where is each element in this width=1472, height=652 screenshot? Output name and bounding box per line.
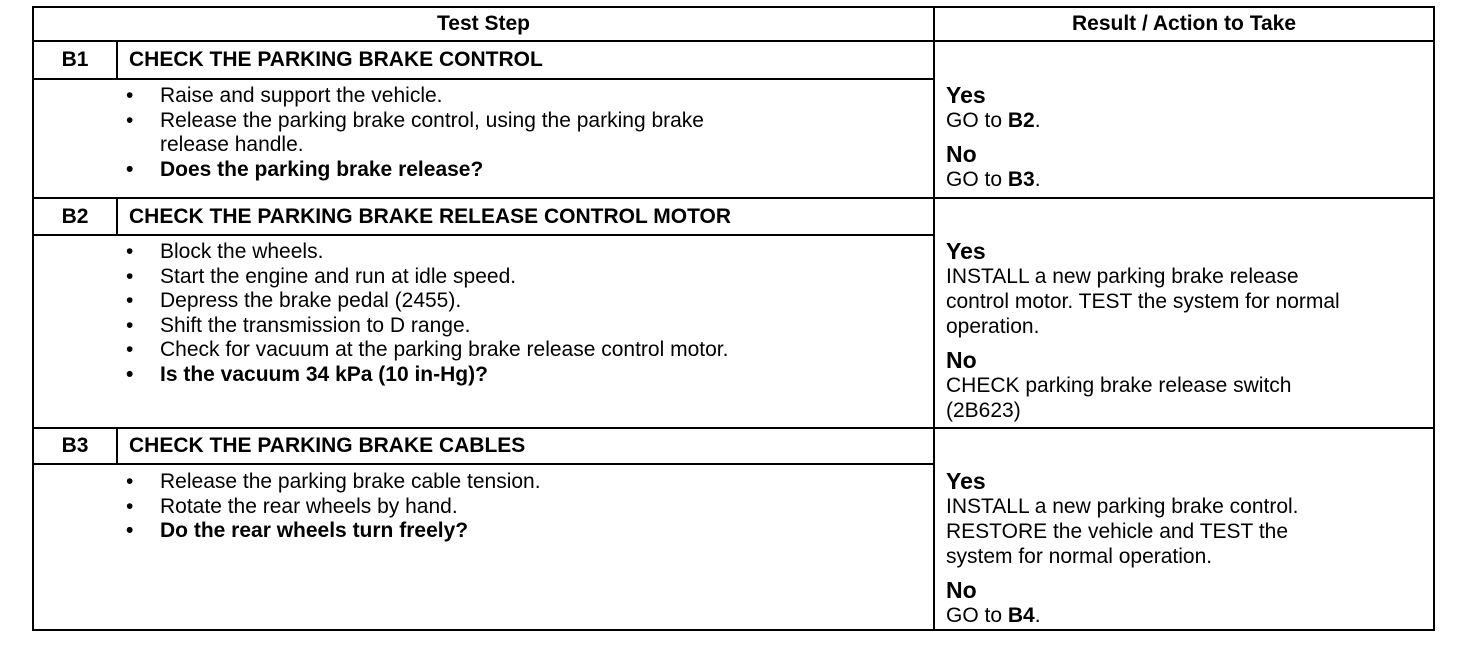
step-b1-bullets bbox=[126, 84, 704, 182]
list-item: • Shift the transmission to D range. bbox=[126, 314, 728, 339]
yes-action: INSTALL a new parking brake control. RESTORE the vehicle and TEST the system for normal operation. bbox=[946, 495, 1299, 568]
step-ref: B3 bbox=[1007, 168, 1035, 191]
step-b3-bullets bbox=[126, 470, 541, 544]
step-ref: B4 bbox=[1007, 604, 1035, 627]
list-item bbox=[126, 133, 704, 158]
no-label: No bbox=[946, 347, 977, 373]
step-b2-question: • Is the vacuum 34 kPa (10 in-Hg)? bbox=[126, 363, 728, 388]
step-b3-id-divider bbox=[116, 429, 118, 463]
list-item: • Release the parking brake control, using the parking brake bbox=[126, 109, 704, 134]
list-item: • Release the parking brake cable tension. bbox=[126, 470, 541, 495]
yes-label: Yes bbox=[946, 238, 986, 264]
step-title-b2: CHECK THE PARKING BRAKE RELEASE CONTROL MOTOR bbox=[129, 205, 732, 228]
list-item: • Depress the brake pedal (2455). bbox=[126, 289, 728, 314]
header-result-action: Result / Action to Take bbox=[1071, 12, 1297, 35]
step-id-b2: B2 bbox=[61, 205, 89, 228]
no-action: CHECK parking brake release switch (2B623) bbox=[946, 374, 1292, 422]
step-b1-title-divider bbox=[34, 78, 933, 80]
step-b1-id-divider bbox=[116, 42, 118, 78]
step-b3-result bbox=[946, 468, 1434, 628]
no-label: No bbox=[946, 141, 977, 167]
list-item: • Block the wheels. bbox=[126, 240, 728, 265]
step-b2-id-divider bbox=[116, 199, 118, 234]
step-b3-question: • Do the rear wheels turn freely? bbox=[126, 519, 541, 544]
list-item: • Start the engine and run at idle speed. bbox=[126, 265, 728, 290]
header-test-step: Test Step bbox=[437, 12, 530, 35]
step-id-b3: B3 bbox=[61, 434, 89, 457]
list-item: • Rotate the rear wheels by hand. bbox=[126, 495, 541, 520]
step-id-b1: B1 bbox=[61, 48, 89, 71]
no-action: GO to B3. bbox=[946, 168, 1041, 191]
yes-action: GO to B2. bbox=[946, 109, 1041, 132]
step-b2-result bbox=[946, 238, 1434, 423]
step-title-b3: CHECK THE PARKING BRAKE CABLES bbox=[129, 434, 526, 457]
no-label: No bbox=[946, 577, 977, 603]
step-b1-result bbox=[946, 82, 1434, 192]
yes-label: Yes bbox=[946, 468, 986, 494]
list-item: • Check for vacuum at the parking brake release control motor. bbox=[126, 338, 728, 363]
yes-label: Yes bbox=[946, 82, 986, 108]
step-b1-question: • Does the parking brake release? bbox=[126, 158, 704, 183]
bullet-continuation: release handle. bbox=[160, 133, 304, 156]
diagnostic-table bbox=[32, 6, 1435, 631]
column-divider bbox=[933, 8, 935, 629]
list-item: • Raise and support the vehicle. bbox=[126, 84, 704, 109]
yes-action: INSTALL a new parking brake release control motor. TEST the system for normal operation. bbox=[946, 265, 1340, 338]
step-ref: B2 bbox=[1007, 109, 1035, 132]
step-b2-bullets bbox=[126, 240, 728, 387]
step-title-b1: CHECK THE PARKING BRAKE CONTROL bbox=[129, 48, 543, 71]
no-action: GO to B4. bbox=[946, 604, 1041, 627]
